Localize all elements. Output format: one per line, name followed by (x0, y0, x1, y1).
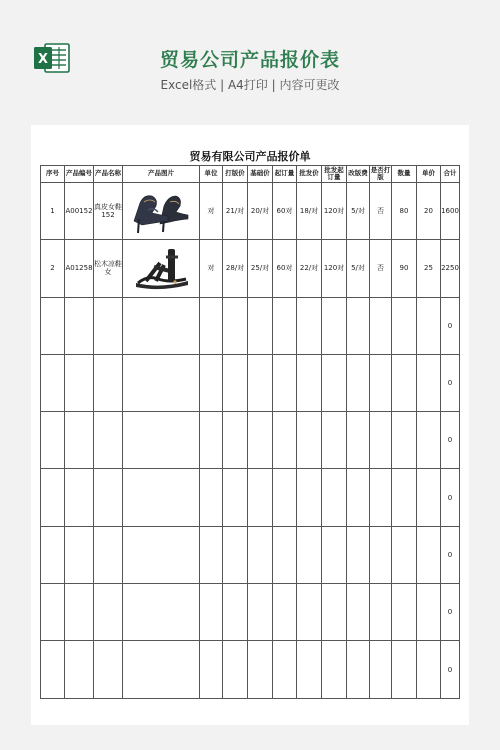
cell-image (123, 183, 200, 240)
page-subtitle: Excel格式 | A4打印 | 内容可更改 (160, 78, 340, 92)
cell-moq (273, 354, 297, 411)
cell-name (94, 297, 123, 354)
black-high-heel-sandal-image (130, 188, 192, 234)
cell-wholesale-moq (322, 526, 347, 583)
cell-base-price: 25/对 (248, 240, 273, 297)
cell-name (94, 412, 123, 469)
table-row (41, 354, 460, 411)
cell-revision-fee: 5/对 (347, 183, 370, 240)
cell-unit (200, 526, 223, 583)
cell-unit: 对 (200, 183, 223, 240)
cell-sampled (370, 584, 392, 641)
column-header: 起订量 (273, 166, 297, 183)
cell-no (41, 641, 65, 698)
cell-code (65, 584, 94, 641)
column-header: 批发价 (297, 166, 322, 183)
cell-moq (273, 584, 297, 641)
cell-image (123, 469, 200, 526)
cell-sampled: 否 (370, 183, 392, 240)
cell-revision-fee (347, 412, 370, 469)
cell-no (41, 584, 65, 641)
table-row (41, 297, 460, 354)
cell-sampled (370, 412, 392, 469)
cell-qty: 80 (392, 183, 417, 240)
cell-qty: 90 (392, 240, 417, 297)
cell-unit (200, 412, 223, 469)
cell-unit (200, 469, 223, 526)
cell-total: 2250 (441, 240, 460, 297)
cell-image (123, 641, 200, 698)
cell-qty (392, 526, 417, 583)
table-row (41, 240, 460, 297)
cell-code (65, 526, 94, 583)
cell-base-price: 20/对 (248, 183, 273, 240)
cell-total: 0 (441, 641, 460, 698)
cell-moq (273, 526, 297, 583)
cell-no (41, 354, 65, 411)
cell-sampled (370, 526, 392, 583)
column-header: 产品编号 (65, 166, 94, 183)
column-header: 批发起订量 (322, 166, 347, 183)
cell-no (41, 412, 65, 469)
cell-base-price (248, 297, 273, 354)
cell-wholesale-price (297, 297, 322, 354)
column-header: 合计 (441, 166, 460, 183)
cell-name (94, 641, 123, 698)
column-header: 产品图片 (123, 166, 200, 183)
cell-sampled (370, 354, 392, 411)
column-header: 改版费 (347, 166, 370, 183)
cell-image (123, 354, 200, 411)
cell-qty (392, 297, 417, 354)
cell-revision-fee (347, 469, 370, 526)
cell-qty (392, 412, 417, 469)
cell-unit: 对 (200, 240, 223, 297)
cell-image (123, 526, 200, 583)
sheet-title: 贸易有限公司产品报价单 (189, 150, 311, 163)
cell-moq: 60对 (273, 183, 297, 240)
cell-wholesale-price: 22/对 (297, 240, 322, 297)
table-row (41, 183, 460, 240)
page-title: 贸易公司产品报价表 (159, 49, 340, 71)
cell-code (65, 297, 94, 354)
cell-code (65, 641, 94, 698)
cell-unit (200, 641, 223, 698)
cell-total: 0 (441, 412, 460, 469)
cell-name (94, 526, 123, 583)
cell-base-price (248, 354, 273, 411)
cell-sample-price (223, 584, 248, 641)
cell-unit-price (417, 641, 441, 698)
cell-code: A01258 (65, 240, 94, 297)
cell-image (123, 297, 200, 354)
cell-unit-price (417, 584, 441, 641)
cell-code (65, 469, 94, 526)
cell-unit-price: 20 (417, 183, 441, 240)
cell-moq (273, 412, 297, 469)
cell-base-price (248, 641, 273, 698)
cell-qty (392, 469, 417, 526)
cell-sample-price (223, 526, 248, 583)
table-header-row (41, 166, 460, 183)
spreadsheet-page (31, 125, 469, 725)
cell-revision-fee (347, 297, 370, 354)
cell-sampled: 否 (370, 240, 392, 297)
cell-unit-price (417, 469, 441, 526)
cell-wholesale-price (297, 354, 322, 411)
column-header: 序号 (41, 166, 65, 183)
cell-name (94, 584, 123, 641)
cell-total: 0 (441, 354, 460, 411)
cell-sample-price (223, 297, 248, 354)
cell-no (41, 526, 65, 583)
cell-wholesale-moq (322, 354, 347, 411)
cell-total: 0 (441, 584, 460, 641)
cell-sample-price: 21/对 (223, 183, 248, 240)
cell-wholesale-price: 18/对 (297, 183, 322, 240)
cell-moq: 60对 (273, 240, 297, 297)
cell-wholesale-moq (322, 641, 347, 698)
column-header: 是否打版 (370, 165, 391, 181)
cell-wholesale-moq (322, 297, 347, 354)
cell-revision-fee (347, 584, 370, 641)
cell-name (94, 469, 123, 526)
cell-qty (392, 354, 417, 411)
cell-revision-fee (347, 526, 370, 583)
cell-no: 1 (41, 183, 65, 240)
cell-no: 2 (41, 240, 65, 297)
excel-icon-letter: X (37, 52, 49, 67)
cell-sampled (370, 469, 392, 526)
cell-moq (273, 469, 297, 526)
cell-wholesale-price (297, 584, 322, 641)
cell-sample-price (223, 354, 248, 411)
cell-unit-price (417, 354, 441, 411)
cell-revision-fee (347, 641, 370, 698)
column-header: 单价 (417, 166, 441, 183)
cell-total: 0 (441, 297, 460, 354)
quotation-table (40, 165, 460, 699)
cell-unit-price (417, 412, 441, 469)
cell-total: 0 (441, 469, 460, 526)
cell-unit (200, 297, 223, 354)
cell-base-price (248, 584, 273, 641)
cell-unit-price: 25 (417, 240, 441, 297)
cell-sample-price: 28/对 (223, 240, 248, 297)
cell-unit (200, 584, 223, 641)
cell-total: 0 (441, 526, 460, 583)
table-row (41, 469, 460, 526)
cell-unit (200, 354, 223, 411)
cell-name (94, 354, 123, 411)
cell-qty (392, 641, 417, 698)
table-row (41, 641, 460, 698)
cell-base-price (248, 526, 273, 583)
cell-sampled (370, 297, 392, 354)
table-row (41, 412, 460, 469)
cell-moq (273, 641, 297, 698)
cell-moq (273, 297, 297, 354)
cell-code (65, 354, 94, 411)
cell-wholesale-price (297, 469, 322, 526)
cell-name: 松木凉鞋女 (94, 240, 123, 297)
cell-image (123, 412, 200, 469)
column-header: 产品名称 (94, 166, 123, 183)
cell-wholesale-price (297, 641, 322, 698)
cell-qty (392, 584, 417, 641)
cell-wholesale-moq (322, 584, 347, 641)
cell-total: 1600 (441, 183, 460, 240)
cell-wholesale-price (297, 412, 322, 469)
cell-unit-price (417, 526, 441, 583)
black-strappy-flat-sandal-image (130, 245, 192, 291)
cell-code: A00152 (65, 183, 94, 240)
cell-revision-fee: 5/对 (347, 240, 370, 297)
cell-image (123, 584, 200, 641)
column-header: 打版价 (223, 166, 248, 183)
cell-wholesale-moq (322, 412, 347, 469)
cell-sample-price (223, 641, 248, 698)
cell-unit-price (417, 297, 441, 354)
column-header: 单位 (200, 166, 223, 183)
cell-no (41, 469, 65, 526)
column-header: 基础价 (248, 166, 273, 183)
cell-sample-price (223, 469, 248, 526)
table-row (41, 526, 460, 583)
table-row (41, 584, 460, 641)
cell-base-price (248, 412, 273, 469)
cell-base-price (248, 469, 273, 526)
column-header: 数量 (392, 166, 417, 183)
cell-revision-fee (347, 354, 370, 411)
cell-wholesale-moq: 120对 (322, 183, 347, 240)
cell-wholesale-moq (322, 469, 347, 526)
cell-sampled (370, 641, 392, 698)
cell-no (41, 297, 65, 354)
cell-name: 真皮女鞋152 (94, 183, 123, 240)
cell-image (123, 240, 200, 297)
cell-sample-price (223, 412, 248, 469)
cell-wholesale-moq: 120对 (322, 240, 347, 297)
cell-code (65, 412, 94, 469)
cell-wholesale-price (297, 526, 322, 583)
